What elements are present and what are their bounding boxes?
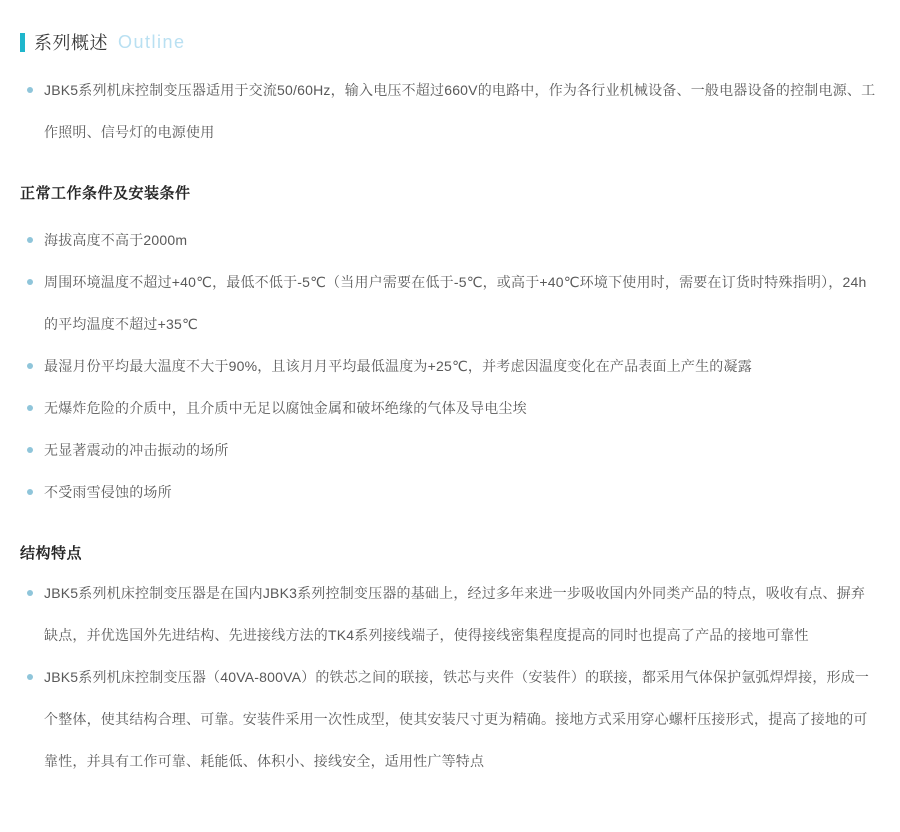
list-item-text: JBK5系列机床控制变压器（40VA-800VA）的铁芯之间的联接，铁芯与夹件（安装件）的联接，都采用气体保护氩弧焊焊接，形成一个整体，使其结构合理、可靠。安装件采用一次性成型，使其安装尺寸更为精确。接地方式采用穿心螺杆压接形式，提高了接地的可靠性，并具有工作可靠、耗能低、体积小、接线安全，适用性广等特点: [44, 669, 870, 769]
section-heading-structure: 结构特点: [20, 545, 83, 562]
list-item: [44, 261, 878, 345]
list-item-text: 最湿月份平均最大温度不大于90%，且该月月平均最低温度为+25℃，并考虑因温度变化在产品表面上产生的凝露: [44, 358, 752, 374]
list-item: [44, 387, 878, 429]
list-item: [44, 429, 878, 471]
list-item-text: 无爆炸危险的介质中，且介质中无足以腐蚀金属和破坏绝缘的气体及导电尘埃: [44, 400, 527, 416]
bullet-icon: [27, 279, 33, 285]
list-item: [44, 656, 878, 782]
list-item-text: JBK5系列机床控制变压器适用于交流50/60Hz，输入电压不超过660V的电路中，作为各行业机械设备、一般电器设备的控制电源、工作照明、信号灯的电源使用: [44, 82, 876, 140]
section-heading-conditions: 正常工作条件及安装条件: [20, 185, 191, 202]
list-item: [44, 69, 878, 153]
conditions-list: [20, 219, 878, 513]
bullet-icon: [27, 590, 33, 596]
page-title: 系列概述: [34, 33, 108, 53]
bullet-icon: [27, 489, 33, 495]
title-accent-bar-icon: [20, 33, 25, 52]
list-item: [44, 471, 878, 513]
list-item-text: 周围环境温度不超过+40℃，最低不低于-5℃（当用户需要在低于-5℃，或高于+40℃环境下使用时，需要在订货时特殊指明），24h的平均温度不超过+35℃: [44, 274, 867, 332]
bullet-icon: [27, 405, 33, 411]
bullet-icon: [27, 237, 33, 243]
bullet-icon: [27, 447, 33, 453]
overview-list: [20, 69, 878, 153]
bullet-icon: [27, 674, 33, 680]
list-item: [44, 219, 878, 261]
page-title-row: [20, 30, 878, 54]
list-item-text: JBK5系列机床控制变压器是在国内JBK3系列控制变压器的基础上，经过多年来进一步吸收国内外同类产品的特点，吸收有点、摒弃缺点，并优选国外先进结构、先进接线方法的TK4系列接线端子，使得接线密集程度提高的同时也提高了产品的接地可靠性: [44, 585, 866, 643]
list-item-text: 海拔高度不高于2000m: [44, 232, 188, 248]
list-item-text: 无显著震动的冲击振动的场所: [44, 442, 229, 458]
bullet-icon: [27, 363, 33, 369]
list-item: [44, 572, 878, 656]
structure-list: [20, 572, 878, 782]
bullet-icon: [27, 87, 33, 93]
page-title-english: Outline: [118, 31, 186, 52]
list-item-text: 不受雨雪侵蚀的场所: [44, 484, 172, 500]
list-item: [44, 345, 878, 387]
